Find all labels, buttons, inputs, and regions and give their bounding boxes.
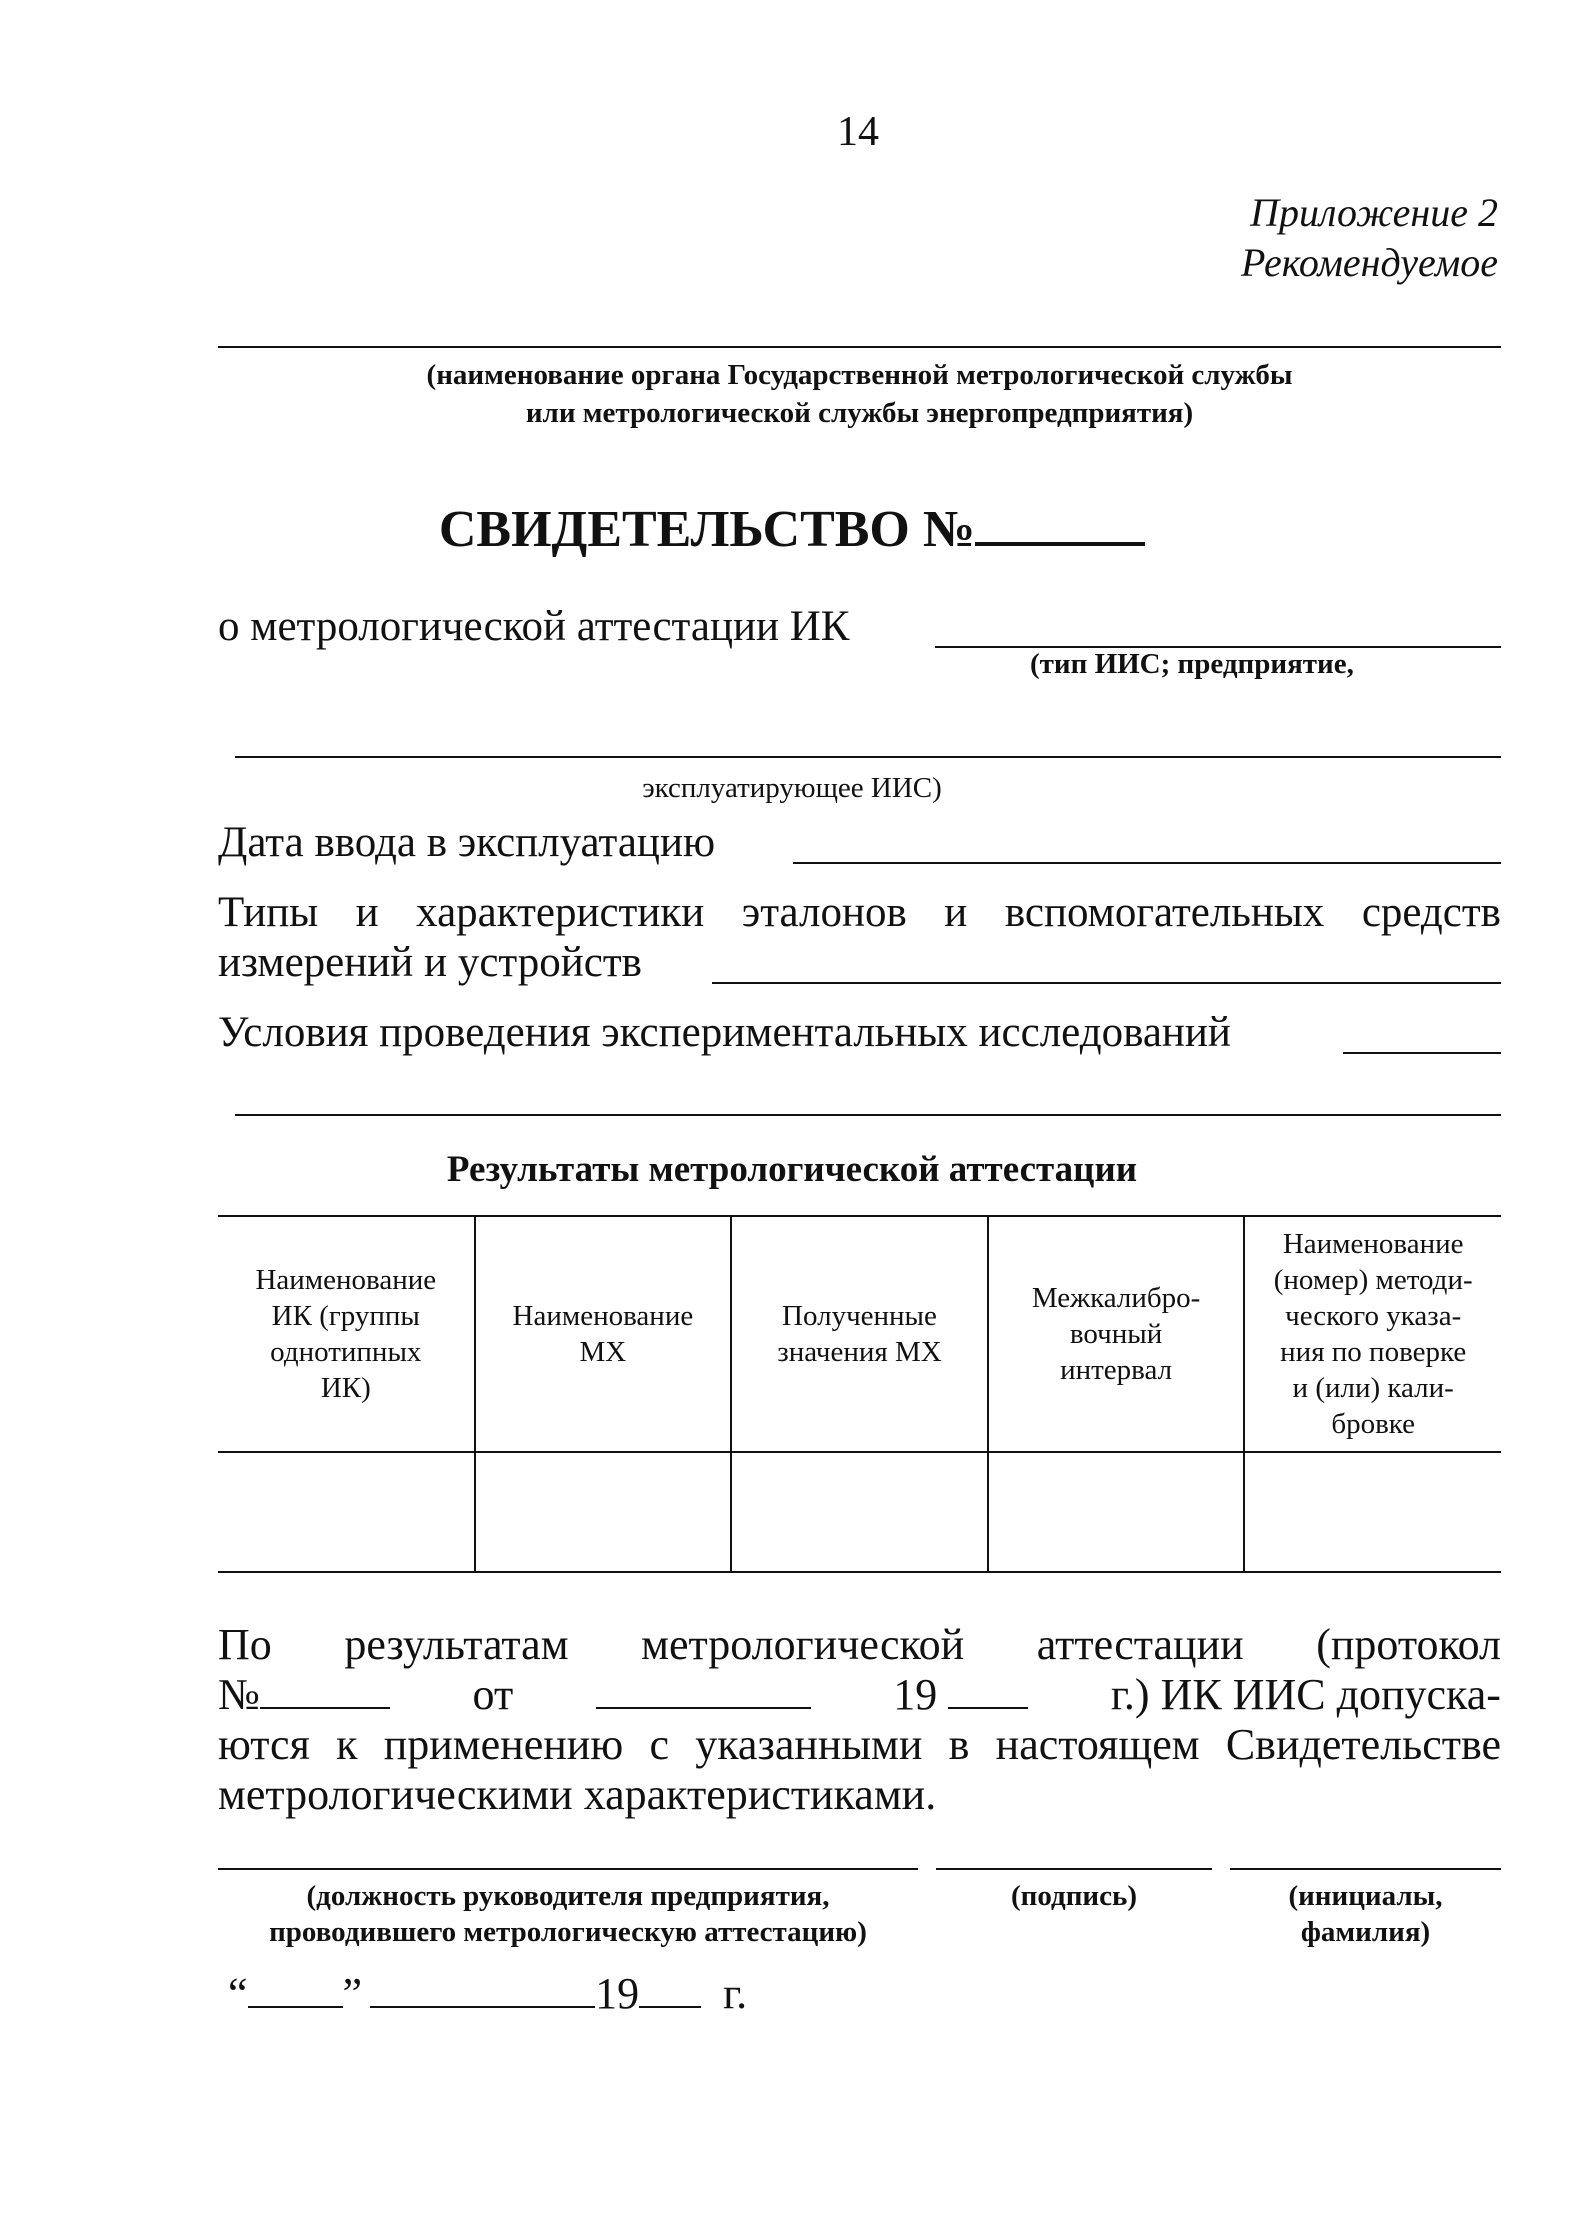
org-caption-line2: или метрологической службы энергопредприятия) bbox=[525, 397, 1194, 429]
standards-line2: измерений и устройств bbox=[218, 939, 642, 986]
conclusion-line1: По результатам метрологической аттестации (протокол bbox=[218, 1620, 1501, 1669]
table-cell[interactable] bbox=[475, 1452, 732, 1572]
close-quote: ” bbox=[342, 1969, 363, 2018]
conditions-label: Условия проведения экспериментальных исследований bbox=[218, 1009, 1231, 1056]
conclusion-paragraph bbox=[218, 1620, 1501, 1820]
header-mx-name bbox=[475, 1216, 732, 1452]
conditions-blank[interactable] bbox=[1343, 1052, 1501, 1054]
certificate-title bbox=[0, 500, 1584, 559]
position-caption-line2: проводившего метрологическую аттестацию) bbox=[269, 1916, 867, 1948]
year-blank[interactable] bbox=[639, 1968, 701, 2008]
table-cell[interactable] bbox=[1244, 1452, 1501, 1572]
conclusion-line2 bbox=[218, 1670, 1501, 1720]
commissioning-date-blank[interactable] bbox=[793, 862, 1501, 864]
open-quote: “ bbox=[228, 1969, 248, 2018]
header-text: вочный bbox=[1069, 1318, 1163, 1350]
year-prefix: 19 bbox=[595, 1969, 640, 2018]
header-text: однотипных bbox=[270, 1336, 422, 1368]
results-title: Результаты метрологической аттестации bbox=[446, 1149, 1138, 1190]
protocol-from-label: от bbox=[472, 1670, 514, 1719]
table-cell[interactable] bbox=[218, 1452, 475, 1572]
signature-caption: (подпись) bbox=[1011, 1880, 1137, 1912]
year-suffix: г. bbox=[723, 1969, 748, 2018]
conclusion-line3: ются к применению с указанными в настоящем Свидетельстве bbox=[218, 1720, 1501, 1769]
signature-line[interactable] bbox=[936, 1868, 1212, 1870]
header-text: (номер) методи- bbox=[1273, 1264, 1473, 1296]
header-mx-values bbox=[731, 1216, 988, 1452]
header-text: Наименование bbox=[255, 1264, 437, 1296]
header-calibration-interval bbox=[988, 1216, 1245, 1452]
header-text: Полученные bbox=[782, 1300, 937, 1332]
day-blank[interactable] bbox=[248, 1968, 343, 2008]
month-blank[interactable] bbox=[370, 1968, 595, 2008]
header-text: Наименование bbox=[1282, 1228, 1464, 1260]
header-text: ческого указа- bbox=[1285, 1300, 1462, 1332]
attestation-hint2: эксплуатирующее ИИС) bbox=[642, 772, 942, 804]
header-text: и (или) кали- bbox=[1292, 1372, 1454, 1404]
initials-line[interactable] bbox=[1230, 1868, 1501, 1870]
header-text: интервал bbox=[1060, 1354, 1173, 1386]
table-cell[interactable] bbox=[731, 1452, 988, 1572]
initials-caption-line1: (инициалы, bbox=[1288, 1880, 1443, 1912]
header-text: ИК (группы bbox=[271, 1300, 420, 1332]
certificate-number-blank[interactable] bbox=[975, 502, 1145, 546]
protocol-no-label: № bbox=[218, 1670, 260, 1719]
attestation-label: о метрологической аттестации ИК bbox=[218, 603, 850, 650]
header-ik-name bbox=[218, 1216, 475, 1452]
conclusion-line2-tail: г.) ИК ИИС допуска- bbox=[1110, 1670, 1501, 1719]
attestation-hint1: (тип ИИС; предприятие, bbox=[1030, 648, 1354, 680]
standards-line1: Типы и характеристики эталонов и вспомогательных средств bbox=[218, 889, 1501, 936]
conclusion-line4: метрологическими характеристиками. bbox=[218, 1770, 937, 1819]
appendix-number: Приложение 2 bbox=[1250, 190, 1498, 235]
header-text: значения МХ bbox=[777, 1336, 942, 1368]
page-number: 14 bbox=[837, 109, 879, 155]
table-header-row bbox=[218, 1216, 1501, 1452]
header-text: ИК) bbox=[320, 1372, 371, 1404]
certificate-title-text: СВИДЕТЕЛЬСТВО № bbox=[438, 501, 976, 558]
header-text: ния по поверке bbox=[1280, 1336, 1467, 1368]
header-text: Наименование bbox=[512, 1300, 694, 1332]
standards-blank[interactable] bbox=[712, 982, 1501, 984]
protocol-year-prefix: 19 bbox=[893, 1670, 938, 1719]
header-text: МХ bbox=[579, 1336, 627, 1368]
operator-line[interactable] bbox=[235, 756, 1501, 758]
header-text: Межкалибро- bbox=[1031, 1282, 1201, 1314]
protocol-number-blank[interactable] bbox=[260, 1671, 390, 1709]
results-table bbox=[218, 1215, 1501, 1573]
protocol-date-blank[interactable] bbox=[596, 1671, 811, 1709]
conditions-line2[interactable] bbox=[235, 1114, 1501, 1116]
table-cell[interactable] bbox=[988, 1452, 1245, 1572]
org-name-line[interactable] bbox=[218, 346, 1501, 348]
header-text: бровке bbox=[1331, 1408, 1416, 1440]
org-caption-line1: (наименование органа Государственной метрологической службы bbox=[426, 359, 1293, 391]
appendix-status: Рекомендуемое bbox=[1240, 240, 1498, 285]
signing-date bbox=[228, 1968, 747, 2019]
position-signature-line[interactable] bbox=[218, 1868, 918, 1870]
table-row bbox=[218, 1452, 1501, 1572]
initials-caption-line2: фамилия) bbox=[1300, 1916, 1431, 1948]
position-caption-line1: (должность руководителя предприятия, bbox=[306, 1880, 830, 1912]
commissioning-date-label: Дата ввода в эксплуатацию bbox=[218, 819, 716, 866]
header-method-doc bbox=[1244, 1216, 1501, 1452]
protocol-year-blank[interactable] bbox=[948, 1671, 1028, 1709]
